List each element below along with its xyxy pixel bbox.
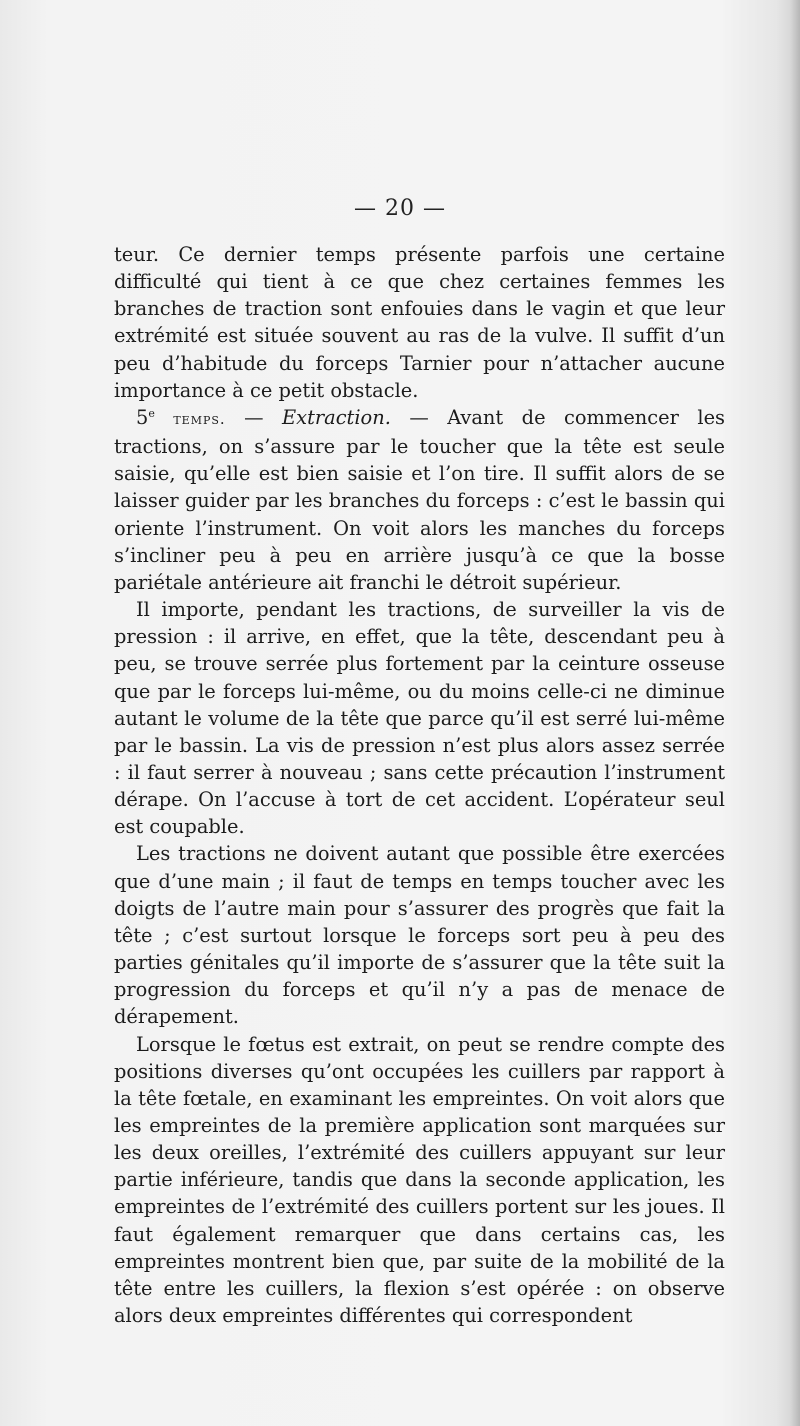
paragraph-4: Les tractions ne doivent autant que possible être exercées que d’une main ; il faut de temps en temps toucher avec les doigts de l’autre main pour s’assurer des progrès que fait la tête ; c’est surtout lorsque le forceps sort peu à peu des parties génitales qu’il importe de s’assurer que la tête suit la progression du forceps et qu’il n’y a pas de menace de dérapement. [114,842,725,1029]
paragraph-3: Il importe, pendant les tractions, de surveiller la vis de pression : il arrive, en effet, que la tête, descendant peu à peu, se trouve serrée plus fortement par la ceinture osseuse que par le forceps lui-même, ou du moins celle-ci ne diminue autant le volume de la tête que parce qu’il est serré lui-même par le bassin. La vis de pression n’est plus alors assez serrée : il faut serrer à nouveau ; sans cette précaution l’instrument dérape. On l’accuse à tort de cet accident. L’opérateur seul est coupable. [114,598,725,839]
paragraph-1: teur. Ce dernier temps présente parfois une certaine difficulté qui tient à ce que chez certaines femmes les branches de traction sont enfouies dans le vagin et que leur extrémité est située souvent au ras de la vulve. Il suffit d’un peu d’habitude du forceps Tarnier pour n’attacher aucune importance à ce petit obstacle. [114,243,725,402]
page-number: — 20 — [354,196,446,221]
paragraph-2-text: — Avant de commencer les tractions, on s’assure par le toucher que la tête est seule saisie, qu’elle est bien saisie et l’on tire. Il suffit alors de se laisser guider par les branches du forceps : c’est le bassin qui oriente l’instrument. On voit alors les manches du forceps s’incliner peu à peu en arrière jusqu’à ce que la bosse pariétale antérieure ait franchi le détroit supérieur. [114,405,725,594]
paragraph-2 [114,404,725,596]
step-dash: — [225,405,282,429]
step-number: 5 [136,405,149,429]
step-label: temps. [173,409,226,428]
step-title: Extraction. [281,405,391,429]
body-text [114,241,725,1329]
step-superscript: e [148,406,155,420]
paragraph-5: Lorsque le fœtus est extrait, on peut se rendre compte des positions diverses qu’ont occupées les cuillers par rapport à la tête fœtale, en examinant les empreintes. On voit alors que les empreintes de la première application sont marquées sur les deux oreilles, l’extrémité des cuillers appuyant sur leur partie inférieure, tandis que dans la seconde application, les empreintes de l’extrémité des cuillers portent sur les joues. Il faut également remarquer que dans certains cas, les empreintes montrent bien que, par suite de la mobilité de la tête entre les cuillers, la flexion s’est opérée : on observe alors deux empreintes différentes qui correspondent [114,1032,725,1328]
